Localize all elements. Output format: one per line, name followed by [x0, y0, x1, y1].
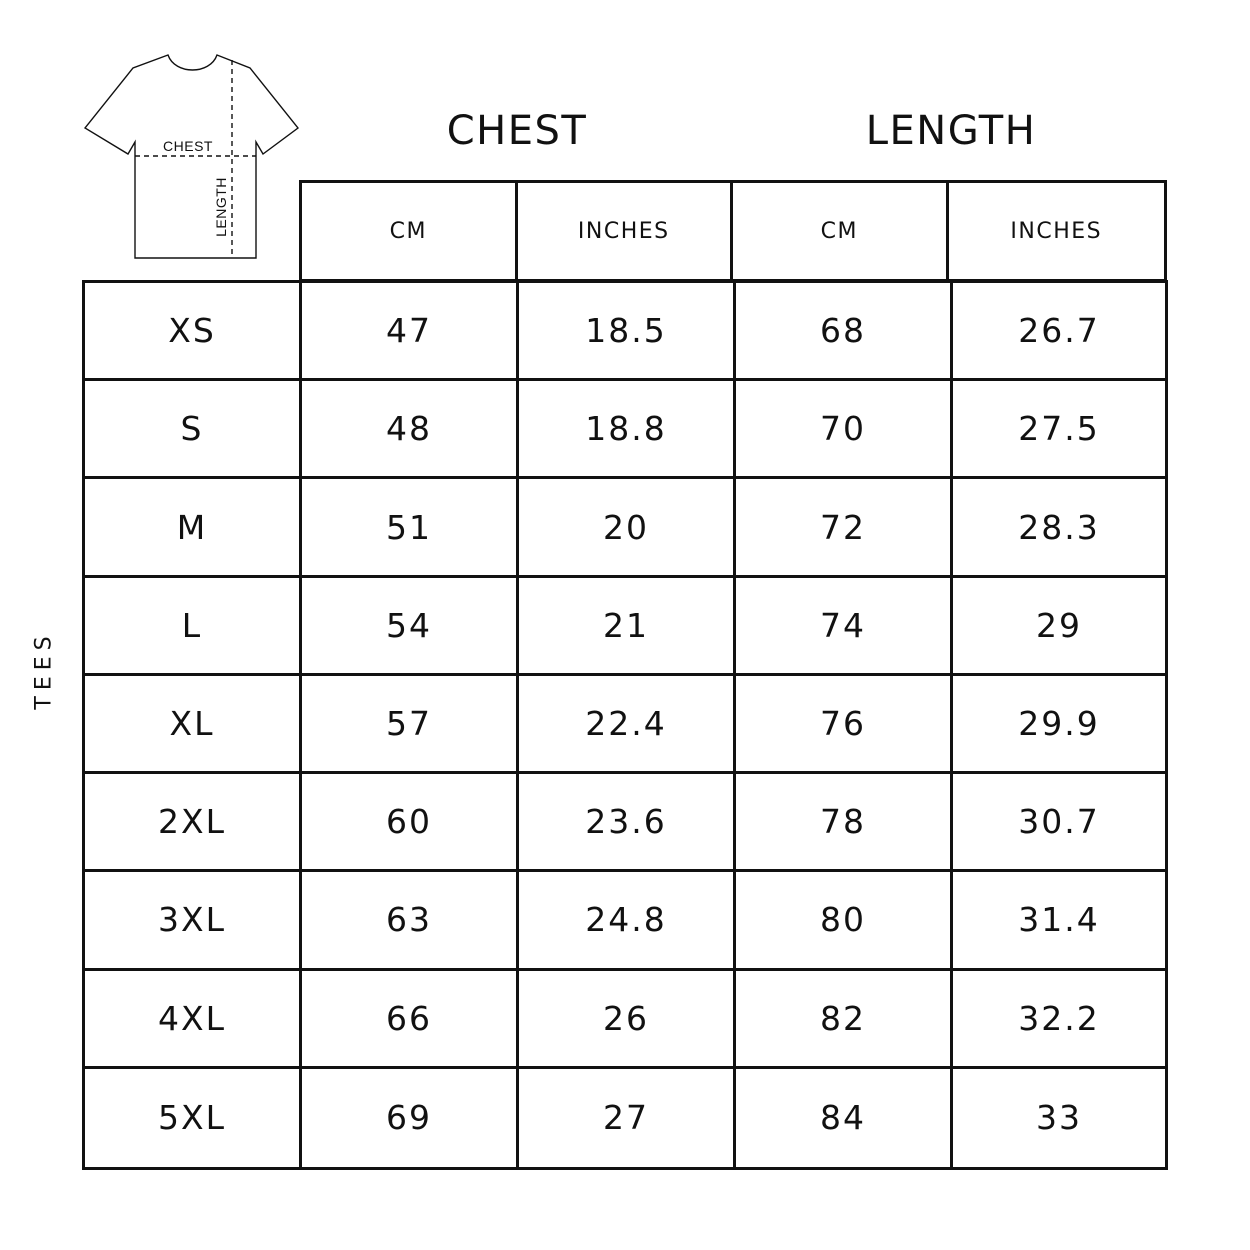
chest-inches-cell: 21 [519, 578, 736, 673]
diagram-length-label: LENGTH [213, 177, 229, 237]
size-cell: XS [85, 283, 302, 378]
chest-cm-cell: 66 [302, 971, 519, 1066]
diagram-chest-label: CHEST [163, 138, 213, 154]
size-chart-table [82, 280, 1168, 1170]
size-cell: 4XL [85, 971, 302, 1066]
chest-cm-cell: 63 [302, 872, 519, 967]
length-cm-cell: 68 [736, 283, 953, 378]
unit-header-row [299, 180, 1167, 282]
chest-inches-cell: 26 [519, 971, 736, 1066]
length-inches-cell: 27.5 [1018, 409, 1100, 449]
length-inches-cell: 30.7 [1018, 802, 1100, 842]
length-cm-cell: 72 [736, 479, 953, 574]
length-inches-header: INCHES [1010, 218, 1103, 244]
chest-inches-cell: 20 [519, 479, 736, 574]
table-row [85, 381, 1165, 479]
chest-cm-cell: 54 [302, 578, 519, 673]
chest-cm-cell: 60 [302, 774, 519, 869]
table-row [85, 872, 1165, 970]
table-row [85, 971, 1165, 1069]
length-inches-cell: 29.9 [1018, 703, 1100, 743]
length-cm-cell: 82 [736, 971, 953, 1066]
length-cm-cell: 80 [736, 872, 953, 967]
chest-group-title: CHEST [446, 108, 588, 154]
chest-inches-header: INCHES [518, 183, 734, 279]
table-row [85, 1069, 1165, 1167]
table-row [85, 479, 1165, 577]
length-inches-cell: 31.4 [1018, 900, 1100, 940]
chest-cm-cell: 51 [302, 479, 519, 574]
size-cell: 3XL [85, 872, 302, 967]
length-cm-cell: 78 [736, 774, 953, 869]
size-cell: L [85, 578, 302, 673]
size-cell: S [85, 381, 302, 476]
length-inches-cell: 29 [1036, 605, 1082, 645]
length-inches-cell: 32.2 [1018, 998, 1100, 1038]
chest-cm-header: CM [302, 183, 518, 279]
table-row [85, 283, 1165, 381]
length-cm-header: CM [733, 183, 949, 279]
chest-inches-cell: 22.4 [519, 676, 736, 771]
table-row [85, 676, 1165, 774]
length-inches-cell: 28.3 [1018, 507, 1100, 547]
length-cm-cell: 76 [736, 676, 953, 771]
length-cm-cell: 84 [736, 1069, 953, 1167]
length-cm-cell: 74 [736, 578, 953, 673]
chest-inches-cell: 27 [519, 1069, 736, 1167]
chest-inches-cell: 18.5 [519, 283, 736, 378]
length-inches-cell: 33 [1036, 1098, 1082, 1138]
chest-cm-cell: 48 [302, 381, 519, 476]
length-inches-cell: 26.7 [1018, 311, 1100, 351]
chest-cm-cell: 47 [302, 283, 519, 378]
chest-cm-cell: 69 [302, 1069, 519, 1167]
length-cm-cell: 70 [736, 381, 953, 476]
tshirt-outline-icon [80, 50, 310, 270]
product-category-label: TEES [31, 630, 57, 710]
size-cell: M [85, 479, 302, 574]
tshirt-measurement-diagram [80, 50, 310, 270]
table-row [85, 774, 1165, 872]
table-row [85, 578, 1165, 676]
chest-inches-cell: 18.8 [519, 381, 736, 476]
chest-inches-cell: 24.8 [519, 872, 736, 967]
size-cell: XL [85, 676, 302, 771]
chest-inches-cell: 23.6 [519, 774, 736, 869]
length-group-title: LENGTH [865, 108, 1037, 154]
chest-cm-cell: 57 [302, 676, 519, 771]
size-cell: 2XL [85, 774, 302, 869]
size-cell: 5XL [85, 1069, 302, 1167]
